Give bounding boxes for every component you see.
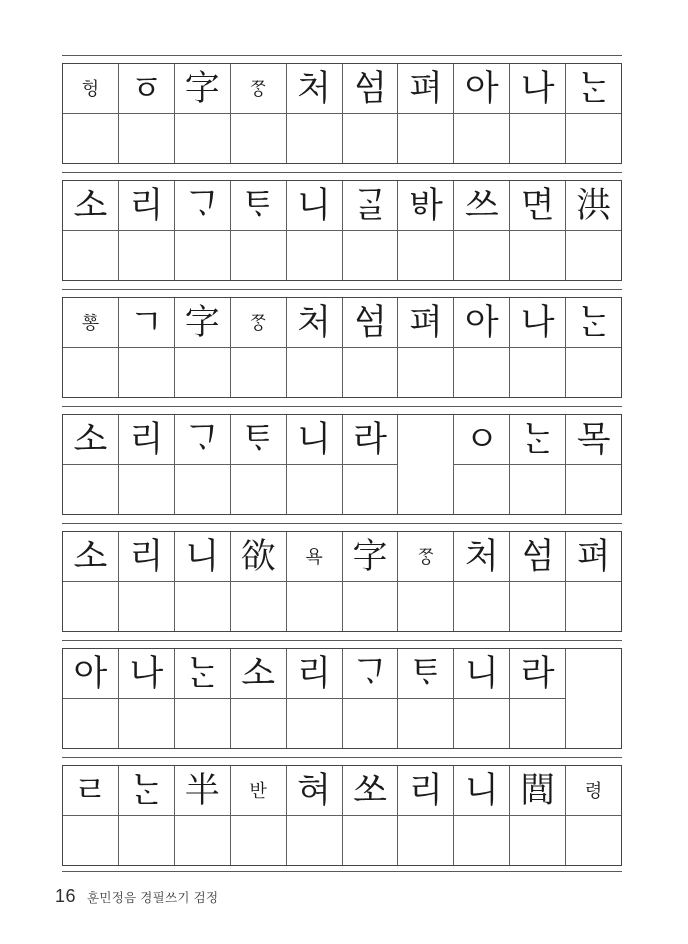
practice-cell: [231, 465, 286, 514]
practice-cell: [175, 114, 230, 163]
char-cell: 령: [566, 766, 621, 816]
grid-column: [397, 181, 453, 280]
grid-column: [509, 298, 565, 397]
grid-column: [230, 181, 286, 280]
grid-column: [286, 649, 342, 748]
char-cell: 니: [454, 649, 509, 699]
practice-cell: [454, 816, 509, 865]
char-cell: ᄂᆞᆫ: [175, 649, 230, 699]
grid-column: [342, 64, 398, 163]
grid-column: [286, 181, 342, 280]
char-cell: ᄀᆞᆯ: [343, 181, 398, 231]
practice-cell: [398, 114, 453, 163]
practice-cell: [63, 816, 118, 865]
char-cell: ᄍᆞᆼ: [231, 64, 286, 114]
practice-cell: [119, 816, 174, 865]
practice-cell: [63, 699, 118, 748]
grid-column: [286, 532, 342, 631]
practice-cell: [454, 582, 509, 631]
char-cell: ᄂᆞᆫ: [566, 298, 621, 348]
separator-rule: [62, 640, 622, 641]
char-cell: 半: [175, 766, 230, 816]
practice-cell: [454, 699, 509, 748]
char-cell: 목: [566, 415, 621, 465]
char-cell: ᄀᆞ: [343, 649, 398, 699]
grid-column: [63, 415, 118, 514]
char-cell: ᄂᆞᆫ: [510, 415, 565, 465]
grid-column: [565, 649, 621, 748]
char-cell: 아: [454, 298, 509, 348]
practice-cell: [566, 114, 621, 163]
grid-column: [509, 649, 565, 748]
grid-column: [342, 766, 398, 865]
practice-cell: [454, 114, 509, 163]
practice-cell: [287, 114, 342, 163]
practice-cell: [175, 348, 230, 397]
grid-column: [63, 64, 118, 163]
grid-column: [230, 766, 286, 865]
char-cell: ㄱ: [119, 298, 174, 348]
char-cell: 字: [343, 532, 398, 582]
grid-column: [342, 415, 398, 514]
grid-column: [397, 64, 453, 163]
char-cell: ᅘᅩᆼ: [63, 298, 118, 348]
char-cell: ᅀᅥᆷ: [510, 532, 565, 582]
grid-column: [63, 649, 118, 748]
practice-cell: [343, 582, 398, 631]
practice-cell: [287, 231, 342, 280]
char-cell: ᄐᆞ: [398, 649, 453, 699]
char-cell: 字: [175, 298, 230, 348]
grid-column: [286, 415, 342, 514]
char-cell: 리: [119, 181, 174, 231]
char-cell: 니: [175, 532, 230, 582]
char-cell: 처: [287, 64, 342, 114]
char-cell: 소: [63, 532, 118, 582]
char-cell: ᄀᆞ: [175, 415, 230, 465]
char-cell: 아: [63, 649, 118, 699]
practice-cell: [63, 465, 118, 514]
practice-cell: [454, 231, 509, 280]
practice-cell: [398, 348, 453, 397]
grid-column: [174, 649, 230, 748]
separator-rule: [62, 406, 622, 407]
grid-column: [453, 181, 509, 280]
practice-cell: [510, 348, 565, 397]
practice-cell: [63, 348, 118, 397]
practice-cell: [231, 348, 286, 397]
grid-column: [509, 766, 565, 865]
grid-column: [286, 64, 342, 163]
grid-column: [565, 532, 621, 631]
practice-cell: [63, 231, 118, 280]
grid-column: [63, 181, 118, 280]
practice-cell: [343, 699, 398, 748]
practice-block: [62, 648, 622, 749]
grid-column: [230, 64, 286, 163]
char-cell: ᄍᆞᆼ: [231, 298, 286, 348]
merged-empty-cell: [566, 649, 621, 747]
practice-cell: [343, 114, 398, 163]
practice-cell: [454, 348, 509, 397]
grid-column: [565, 415, 621, 514]
practice-cell: [119, 699, 174, 748]
practice-cell: [231, 699, 286, 748]
grid-column: [174, 415, 230, 514]
grid-column: [118, 181, 174, 280]
grid-column: [230, 649, 286, 748]
practice-block: [62, 531, 622, 632]
grid-column: [230, 532, 286, 631]
practice-cell: [231, 231, 286, 280]
grid-column: [286, 766, 342, 865]
practice-cell: [231, 114, 286, 163]
char-cell: 헝: [63, 64, 118, 114]
practice-cell: [398, 582, 453, 631]
char-cell: 라: [343, 415, 398, 465]
practice-cell: [287, 582, 342, 631]
practice-cell: [63, 582, 118, 631]
practice-block: [62, 765, 622, 866]
char-cell: 처: [287, 298, 342, 348]
grid-column: [174, 64, 230, 163]
practice-cell: [287, 816, 342, 865]
grid-column: [286, 298, 342, 397]
practice-cell: [175, 699, 230, 748]
grid-column: [453, 64, 509, 163]
char-cell: 閭: [510, 766, 565, 816]
grid-column: [63, 298, 118, 397]
char-cell: 혀: [287, 766, 342, 816]
practice-cell: [398, 231, 453, 280]
practice-cell: [119, 348, 174, 397]
grid-column: [453, 532, 509, 631]
char-cell: 字: [175, 64, 230, 114]
grid-column: [118, 64, 174, 163]
page-number: 16: [55, 886, 77, 906]
grid-column: [342, 298, 398, 397]
char-cell: 洪: [566, 181, 621, 231]
grid-column: [509, 415, 565, 514]
grid-column: [565, 298, 621, 397]
char-cell: ᄫᅡ: [398, 181, 453, 231]
practice-block: [62, 297, 622, 398]
practice-cell: [566, 816, 621, 865]
char-cell: 니: [287, 181, 342, 231]
practice-cell: [119, 582, 174, 631]
char-cell: 펴: [398, 64, 453, 114]
practice-cell: [454, 465, 509, 514]
grid-column: [453, 298, 509, 397]
char-cell: ᄍᆞᆼ: [398, 532, 453, 582]
practice-cell: [566, 348, 621, 397]
char-cell: ᄂᆞᆫ: [566, 64, 621, 114]
grid-column: [397, 649, 453, 748]
practice-cell: [566, 582, 621, 631]
grid-column: [342, 649, 398, 748]
char-cell: ㄹ: [63, 766, 118, 816]
separator-rule: [62, 55, 622, 56]
separator-rule: [62, 757, 622, 758]
practice-cell: [343, 231, 398, 280]
grid-column: [453, 766, 509, 865]
grid-column: [230, 298, 286, 397]
practice-cell: [510, 816, 565, 865]
grid-column: [342, 532, 398, 631]
footer-caption: 훈민정음 경필쓰기 검정: [87, 891, 219, 905]
char-cell: 나: [119, 649, 174, 699]
practice-cell: [566, 465, 621, 514]
grid-column: [565, 181, 621, 280]
separator-rule: [62, 172, 622, 173]
char-cell: 처: [454, 532, 509, 582]
grid-column: [509, 64, 565, 163]
grid-column: [397, 766, 453, 865]
practice-cell: [175, 816, 230, 865]
char-cell: ᄀᆞ: [175, 181, 230, 231]
char-cell: ㆆ: [119, 64, 174, 114]
char-cell: 펴: [398, 298, 453, 348]
practice-cell: [510, 465, 565, 514]
char-cell: 리: [119, 415, 174, 465]
practice-cell: [175, 582, 230, 631]
practice-cell: [510, 582, 565, 631]
practice-cell: [231, 582, 286, 631]
char-cell: 나: [510, 64, 565, 114]
char-cell: 반: [231, 766, 286, 816]
practice-block: [62, 180, 622, 281]
grid-column: [397, 298, 453, 397]
grid-column: [174, 766, 230, 865]
grid-column: [174, 298, 230, 397]
practice-cell: [287, 465, 342, 514]
char-cell: ᅀᅥᆷ: [343, 64, 398, 114]
grid-column: [397, 415, 453, 514]
char-cell: ᄐᆞ: [231, 415, 286, 465]
grid-column: [453, 649, 509, 748]
char-cell: 욕: [287, 532, 342, 582]
practice-cell: [119, 465, 174, 514]
grid-column: [565, 766, 621, 865]
practice-cell: [343, 816, 398, 865]
char-cell: 리: [119, 532, 174, 582]
practice-cell: [63, 114, 118, 163]
char-cell: ᄂᆞᆫ: [119, 766, 174, 816]
char-cell: 니: [287, 415, 342, 465]
grid-column: [397, 532, 453, 631]
practice-cell: [175, 465, 230, 514]
practice-cell: [287, 699, 342, 748]
separator-rule: [62, 523, 622, 524]
practice-cell: [398, 816, 453, 865]
char-cell: ᅀᅥᆷ: [343, 298, 398, 348]
char-cell: ᄐᆞ: [231, 181, 286, 231]
char-cell: 소: [231, 649, 286, 699]
practice-cell: [510, 231, 565, 280]
grid-column: [174, 181, 230, 280]
char-cell: 소: [63, 181, 118, 231]
grid-column: [118, 766, 174, 865]
grid-column: [118, 649, 174, 748]
grid-column: [230, 415, 286, 514]
practice-cell: [175, 231, 230, 280]
practice-cell: [343, 348, 398, 397]
practice-block: [62, 414, 622, 515]
char-cell: 소: [63, 415, 118, 465]
practice-cell: [398, 699, 453, 748]
separator-rule: [62, 871, 622, 872]
practice-cell: [566, 231, 621, 280]
grid-column: [453, 415, 509, 514]
char-cell: 펴: [566, 532, 621, 582]
char-cell: 아: [454, 64, 509, 114]
char-cell: 니: [454, 766, 509, 816]
char-cell: 쓰: [454, 181, 509, 231]
practice-block: [62, 63, 622, 164]
char-cell: 라: [510, 649, 565, 699]
worksheet-grid: [62, 55, 622, 872]
practice-cell: [510, 699, 565, 748]
grid-column: [509, 532, 565, 631]
practice-cell: [119, 231, 174, 280]
grid-column: [565, 64, 621, 163]
practice-cell: [231, 816, 286, 865]
practice-cell: [510, 114, 565, 163]
grid-column: [118, 532, 174, 631]
practice-cell: [287, 348, 342, 397]
grid-column: [118, 298, 174, 397]
grid-column: [118, 415, 174, 514]
char-cell: ㅇ: [454, 415, 509, 465]
char-cell: 欲: [231, 532, 286, 582]
grid-column: [174, 532, 230, 631]
grid-column: [509, 181, 565, 280]
practice-cell: [343, 465, 398, 514]
grid-column: [63, 766, 118, 865]
grid-column: [342, 181, 398, 280]
char-cell: 리: [398, 766, 453, 816]
merged-empty-cell: [398, 415, 453, 513]
char-cell: 쏘: [343, 766, 398, 816]
grid-column: [63, 532, 118, 631]
page-footer: [55, 886, 218, 907]
char-cell: 리: [287, 649, 342, 699]
separator-rule: [62, 289, 622, 290]
char-cell: 면: [510, 181, 565, 231]
char-cell: 나: [510, 298, 565, 348]
practice-cell: [119, 114, 174, 163]
